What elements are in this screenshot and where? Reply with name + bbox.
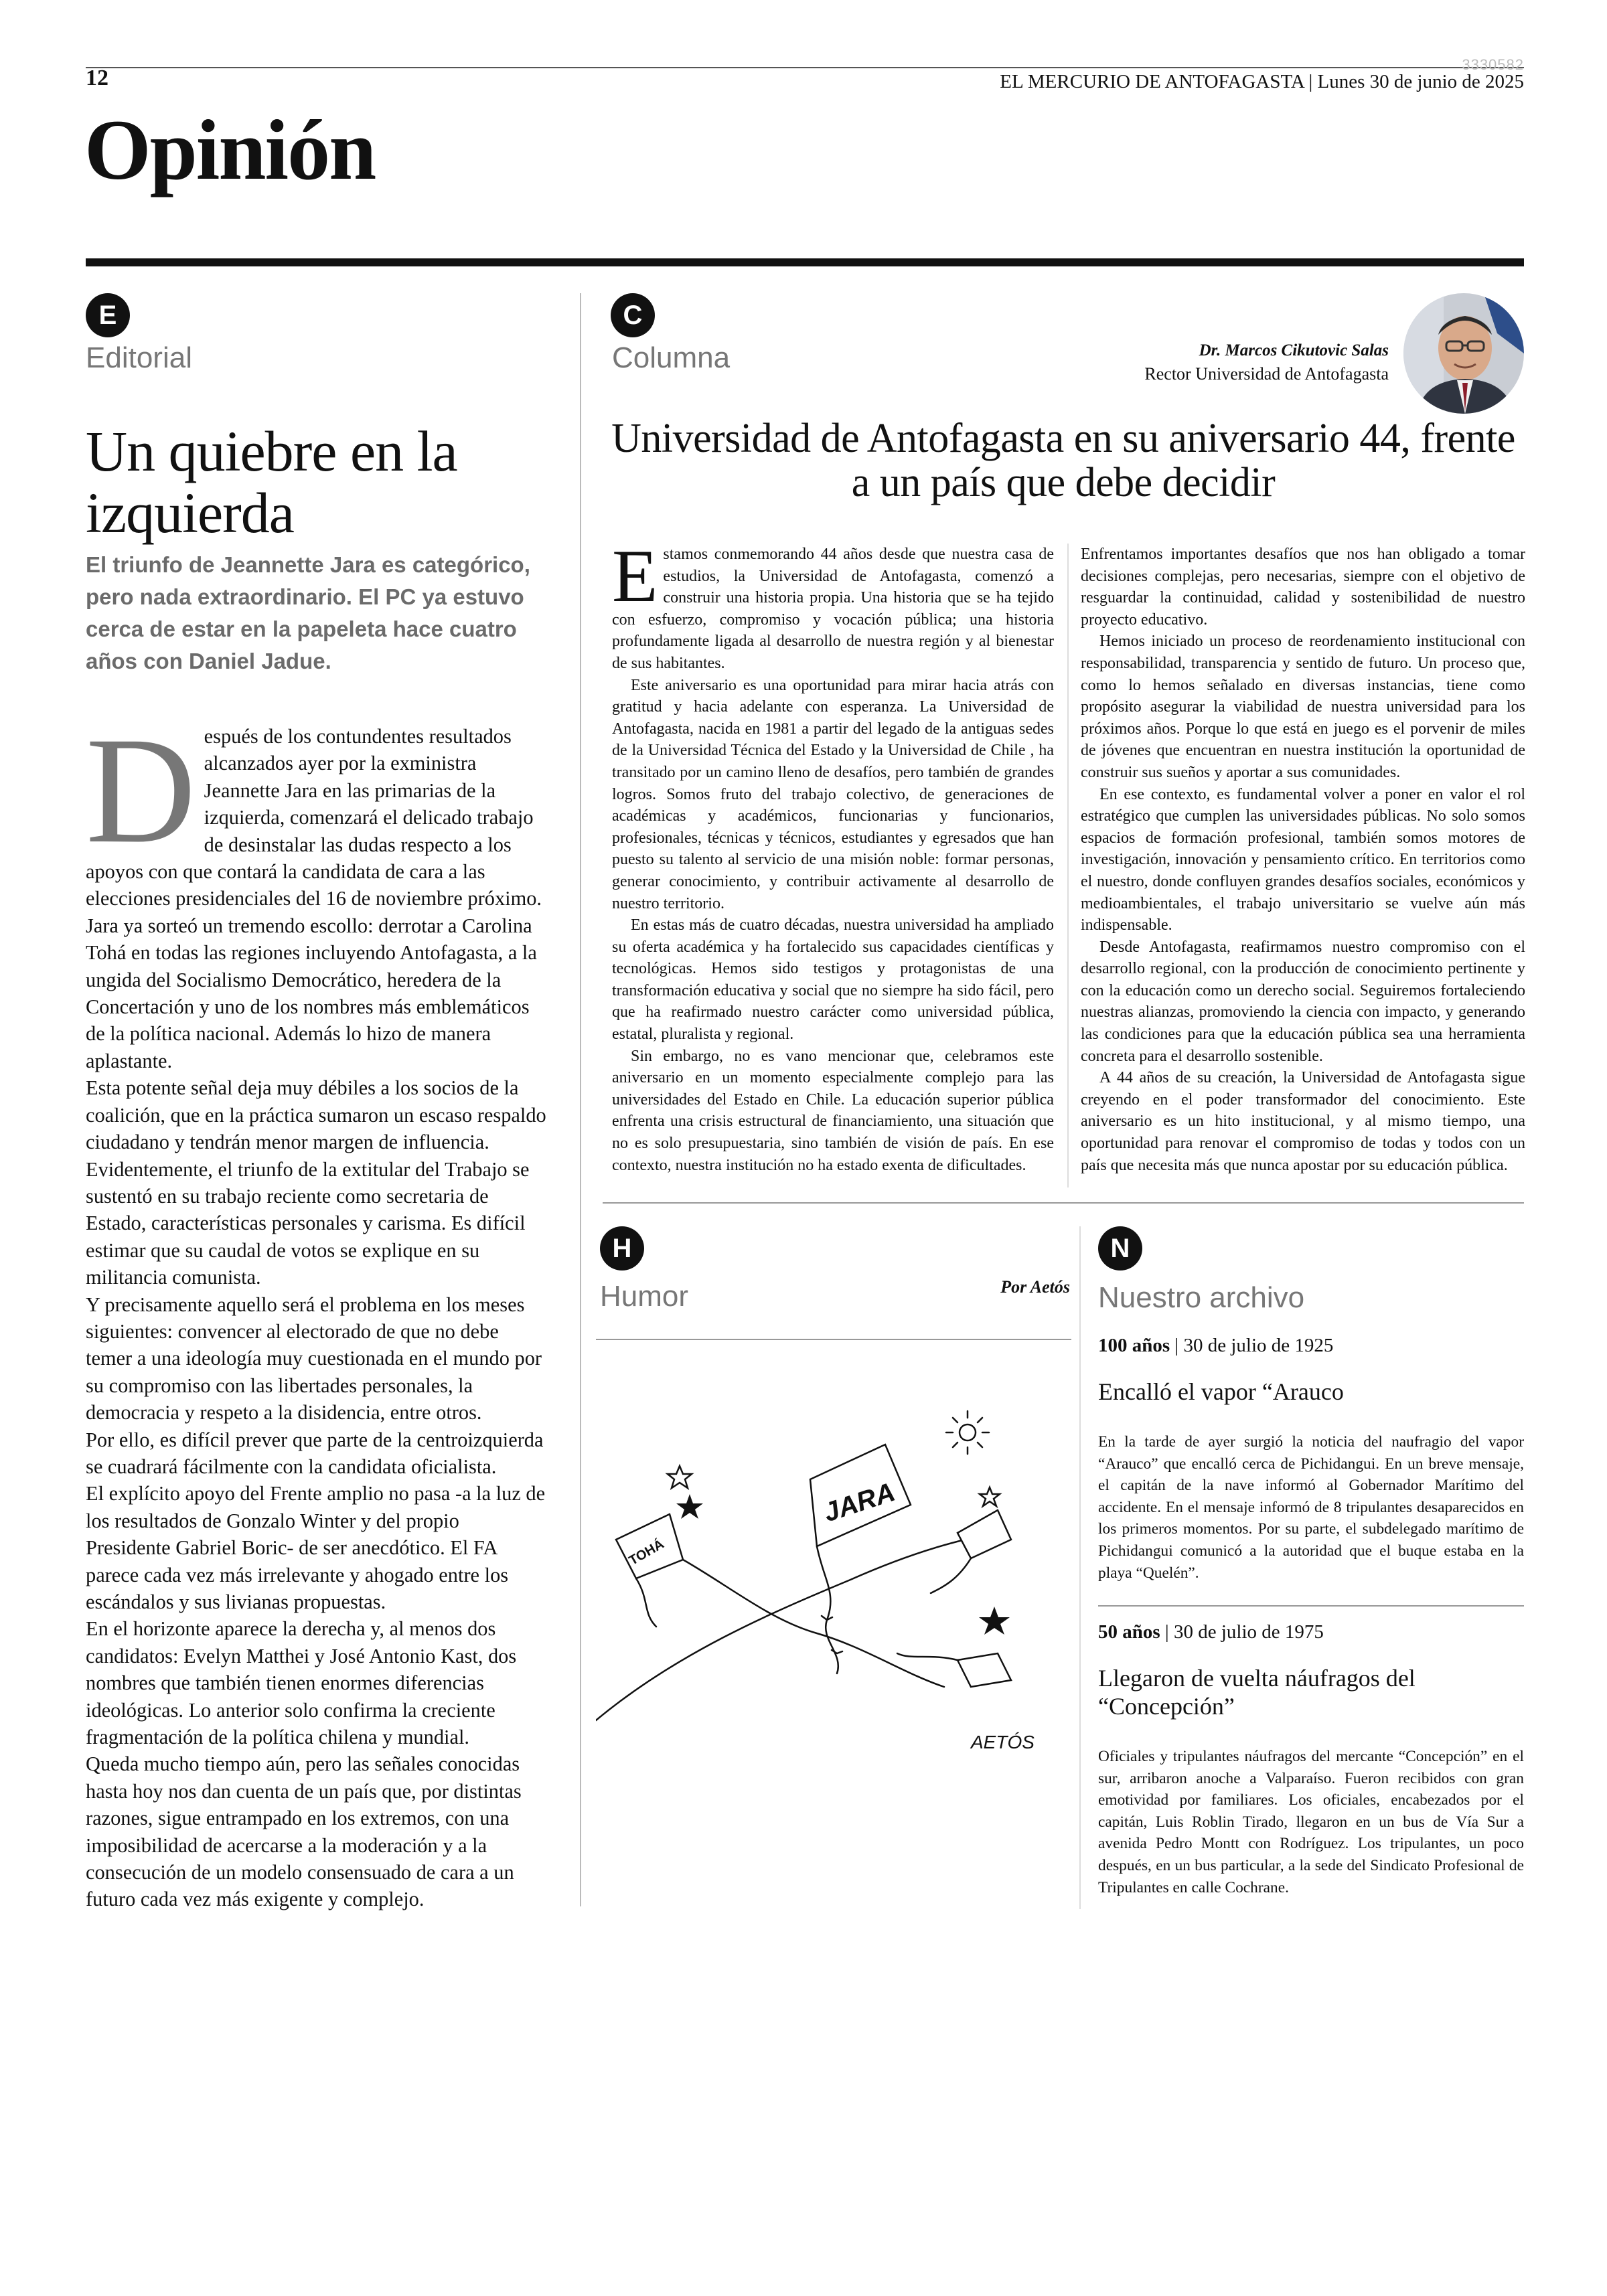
editorial-badge: E (86, 293, 130, 337)
paper-id: 3330582 (1462, 56, 1524, 73)
archive-item-body: En la tarde de ayer surgió la noticia del naufragio del vapor “Arauco” que encalló cerca de Pichidangui. En un breve mensaje, el capitán de la nave informó al Gobernador Marítimo del accidente. En el mensaje informó de 8 tripulantes desaparecidos en los primeros momentos. Por su parte, el subdelegado marítimo de Pichidangui comunicó a la autoridad que el buque estaba en la playa “Quelén”. (1098, 1433, 1524, 1582)
section-title: Opinión (84, 102, 376, 197)
editorial-paragraph: En el horizonte aparece la derecha y, al menos dos candidatos: Evelyn Matthei y José Antonio Kast, dos nombres que también tienen enormes diferencias ideológicas. Lo anterior solo confirma la creciente fragmentación de la política chilena y mundial. (86, 1617, 517, 1749)
column-headline: Universidad de Antofagasta en su aniversario 44, frente a un país que debe decidir (611, 416, 1515, 505)
column-text-right (1081, 544, 1525, 1176)
author-photo (1403, 293, 1524, 414)
column-bottom-rule (603, 1202, 1524, 1204)
cartoon-main-kite (810, 1445, 911, 1673)
archive-item-date: 100 años | 30 de julio de 1925 (1098, 1335, 1334, 1356)
cartoon-string (683, 1560, 944, 1687)
publication-info: EL MERCURIO DE ANTOFAGASTA | Lunes 30 de junio de 2025 (1000, 71, 1524, 92)
column-dropcap: E (612, 535, 658, 618)
column-paragraph: Hemos iniciado un proceso de reordenamiento institucional con responsabilidad, transparencia y sentido de futuro. Un proceso que, como lo hemos señalado en diversas instancias, tiene como propósito asegurar la viabilidad de nuestra universidad para los próximos años. Porque lo que está en juego es el porvenir de miles de jóvenes que encuentran en nuestra institución la oportunidad de construir sus sueños y aportar a sus comunidades. (1081, 633, 1525, 781)
editorial-paragraph: Evidentemente, el triunfo de la extitular del Trabajo se sustentó en su trabajo reciente como secretaria de Estado, características personales y carisma. Es difícil estimar que su caudal de votos se explique en su militancia comunista. (86, 1157, 530, 1289)
editorial-paragraph: Por ello, es difícil prever que parte de la centroizquierda se cuadrará fácilmente con la candidata oficialista. (86, 1428, 544, 1478)
editorial-paragraph: Jara ya sorteó un tremendo escollo: derrotar a Carolina Tohá en todas las regiones incluyendo Antofagasta, a la ungida del Socialismo Democrático, heredera de la Concertación y uno de los nombres más emblemáticos de la política nacional. Además lo hizo de manera aplastante. (86, 914, 537, 1072)
archive-item-title: Llegaron de vuelta náufragos del “Concepción” (1098, 1665, 1415, 1720)
column-divider (580, 293, 581, 1906)
cartoon-lower-kite (897, 1653, 1011, 1687)
column-inner-divider (1067, 544, 1069, 1187)
cartoon-sun (946, 1411, 989, 1454)
archive-label: Nuestro archivo (1098, 1281, 1305, 1314)
editorial-dropcap: D (86, 706, 196, 875)
main-kite-label: JARA (820, 1477, 899, 1528)
column-paragraph: En estas más de cuatro décadas, nuestra universidad ha ampliado su oferta académica y ha fortalecido sus capacidades científicas y tecnológicas. Hemos sido testigos y protagonistas de una transformación educativa y social que no siempre ha sido fácil, pero que ha reafirmado nuestro carácter como universidad pública, estatal, pluralista y regional. (612, 916, 1054, 1044)
column-paragraph: Sin embargo, no es vano mencionar que, celebramos este aniversario en un momento especialmente complejo para las universidades del Estado en Chile. La educación superior pública enfrenta una crisis estructural de financiamiento, una situación que no es solo presupuestaria, sino también de visión de país. En ese contexto, nuestra institución no ha estado exenta de dificultades. (612, 1047, 1054, 1174)
page-number: 12 (86, 66, 108, 90)
editorial-paragraph: El explícito apoyo del Frente amplio no pasa -a la luz de los resultados de Gonzalo Winter y del propio Presidente Gabriel Boric- de ser anecdótico. El FA parece cada vez más irrelevante y ahogado entre los escándalos y sus livianas propuestas. (86, 1482, 546, 1613)
archive-item-title: Encalló el vapor “Arauco (1098, 1378, 1344, 1405)
cartoon-right-kite (931, 1510, 1011, 1593)
archive-badge: N (1098, 1226, 1142, 1270)
column-badge: C (611, 293, 655, 337)
editorial-paragraph: Después de los contundentes resultados alcanzados ayer por la exministra Jeannette Jara en las primarias de la izquierda, comenzará el delicado trabajo de desinstalar las dudas respecto a los apoyos con que contará la candidata de cara a las elecciones presidenciales del 16 de noviembre próximo. (86, 706, 542, 910)
column-paragraph: Estamos conmemorando 44 años desde que nuestra casa de estudios, la Universidad de Antofagasta, comenzó a construir una historia propia. Una historia que se ha tejido con esfuerzo, compromiso y vocación pública; una historia profundamente ligada al desarrollo de nuestra región y al bienestar de sus habitantes. (612, 535, 1054, 672)
publication-date: Lunes 30 de junio de 2025 (1317, 71, 1524, 92)
editorial-subhead: El triunfo de Jeannette Jara es categórico, pero nada extraordinario. El PC ya estuvo cerca de estar en la papeleta hace cuatro años con Daniel Jadue. (86, 552, 530, 673)
editorial-paragraph: Y precisamente aquello será el problema en los meses siguientes: convencer al electorado de que no debe temer a una ideología muy cuestionada en el mundo por su compromiso con las libertades personales, la democracia y respeto a la disidencia, entre otros. (86, 1293, 542, 1424)
top-rule (86, 67, 1524, 68)
cartoon-signature: AETÓS (971, 1732, 1035, 1752)
humor-cartoon (596, 1339, 1058, 1767)
cartoon-left-kite (616, 1514, 683, 1627)
column-paragraph: En ese contexto, es fundamental volver a poner en valor el rol estratégico que cumplen las universidades públicas. No solo somos espacios de formación profesional, también somos motores de investigación, innovación y pensamiento crítico. En territorios como el nuestro, donde confluyen grandes desafíos sociales, económicos y medioambientales, el trabajo universitario se vuelve aún más indispensable. (1081, 785, 1525, 934)
humor-archive-divider (1079, 1226, 1081, 1909)
column-text-left (612, 535, 1054, 1176)
editorial-body (86, 706, 548, 1913)
author-portrait-image (1403, 293, 1524, 414)
publication-name: EL MERCURIO DE ANTOFAGASTA (1000, 71, 1304, 92)
column-paragraph: Enfrentamos importantes desafíos que nos han obligado a tomar decisiones complejas, pero necesarias, siempre con el objetivo de resguardar la continuidad, calidad y sostenibilidad de nuestro proyecto educativo. (1081, 546, 1525, 629)
column-label: Columna (612, 341, 731, 374)
editorial-paragraph: Esta potente señal deja muy débiles a los socios de la coalición, que en la práctica sumaron un escaso respaldo ciudadano y tendrán menor margen de influencia. (86, 1076, 546, 1154)
column-paragraph: Este aniversario es una oportunidad para mirar hacia atrás con gratitud y hacia adelante con esperanza. La Universidad de Antofagasta, nacida en 1981 a partir del legado de la antiguas sedes de la Universidad Técnica del Estado y la Universidad de Chile , ha transitado por un camino lleno de desafíos, pero también de grandes logros. Somos fruto del trabajo colectivo, de generaciones de académicas y académicos, funcionarias y funcionarios, profesionales, técnicas y técnicos, estudiantes y egresados que han puesto su talento al servicio de una misión noble: formar personas, generar conocimiento, y contribuir activamente al desarrollo de nuestro territorio. (612, 676, 1054, 912)
humor-badge: H (600, 1226, 644, 1270)
editorial-paragraph: Queda mucho tiempo aún, pero las señales conocidas hasta hoy nos dan cuenta de un país que, por distintas razones, sigue entrampado en los extremos, con una imposibilidad de acercarse a la moderación y a la consecución de un modelo consensuado de cara a un futuro cada vez más exigente y complejo. (86, 1752, 522, 1911)
left-kite-label: TOHÁ (626, 1536, 667, 1568)
editorial-headline: Un quiebre en la izquierda (86, 419, 457, 545)
column-paragraph: Desde Antofagasta, reafirmamos nuestro compromiso con el desarrollo regional, con la producción de conocimiento pertinente y con la educación como un derecho social. Seguiremos fortaleciendo nuestras alianzas, promoviendo la ciencia con impacto, y generando las condiciones para que la educación pública sea una herramienta concreta para el desarrollo sostenible. (1081, 938, 1525, 1065)
humor-label: Humor (600, 1280, 689, 1313)
column-paragraph: A 44 años de su creación, la Universidad de Antofagasta sigue creyendo en el poder transformador del conocimiento. Este aniversario es un hito institucional, y al mismo tiempo, una oportunidad para renovar el compromiso de todas y todos con un país que necesita más que nunca apostar por su educación pública. (1081, 1069, 1525, 1174)
author-role: Rector Universidad de Antofagasta (1144, 364, 1389, 384)
section-rule (86, 258, 1524, 266)
archive-item-date: 50 años | 30 de julio de 1975 (1098, 1621, 1324, 1643)
archive-divider (1098, 1605, 1524, 1607)
editorial-label: Editorial (86, 341, 192, 374)
author-name: Dr. Marcos Cikutovic Salas (1199, 341, 1389, 359)
humor-author: Por Aetós (1000, 1277, 1070, 1297)
archive-item-body: Oficiales y tripulantes náufragos del mercante “Concepción” en el sur, arribaron anoche a Valparaíso. Fueron recibidos con gran emotividad por familiares. Los oficiales, encabezados por el capitán, Luis Roblin Tirado, llegaron en un bus de Vía Sur a avenida Pedro Montt con Rodríguez. Los tripulantes, un poco después, en un bus particular, a la sede del Sindicato Profesional de Tripulantes en calle Cochrane. (1098, 1748, 1524, 1896)
